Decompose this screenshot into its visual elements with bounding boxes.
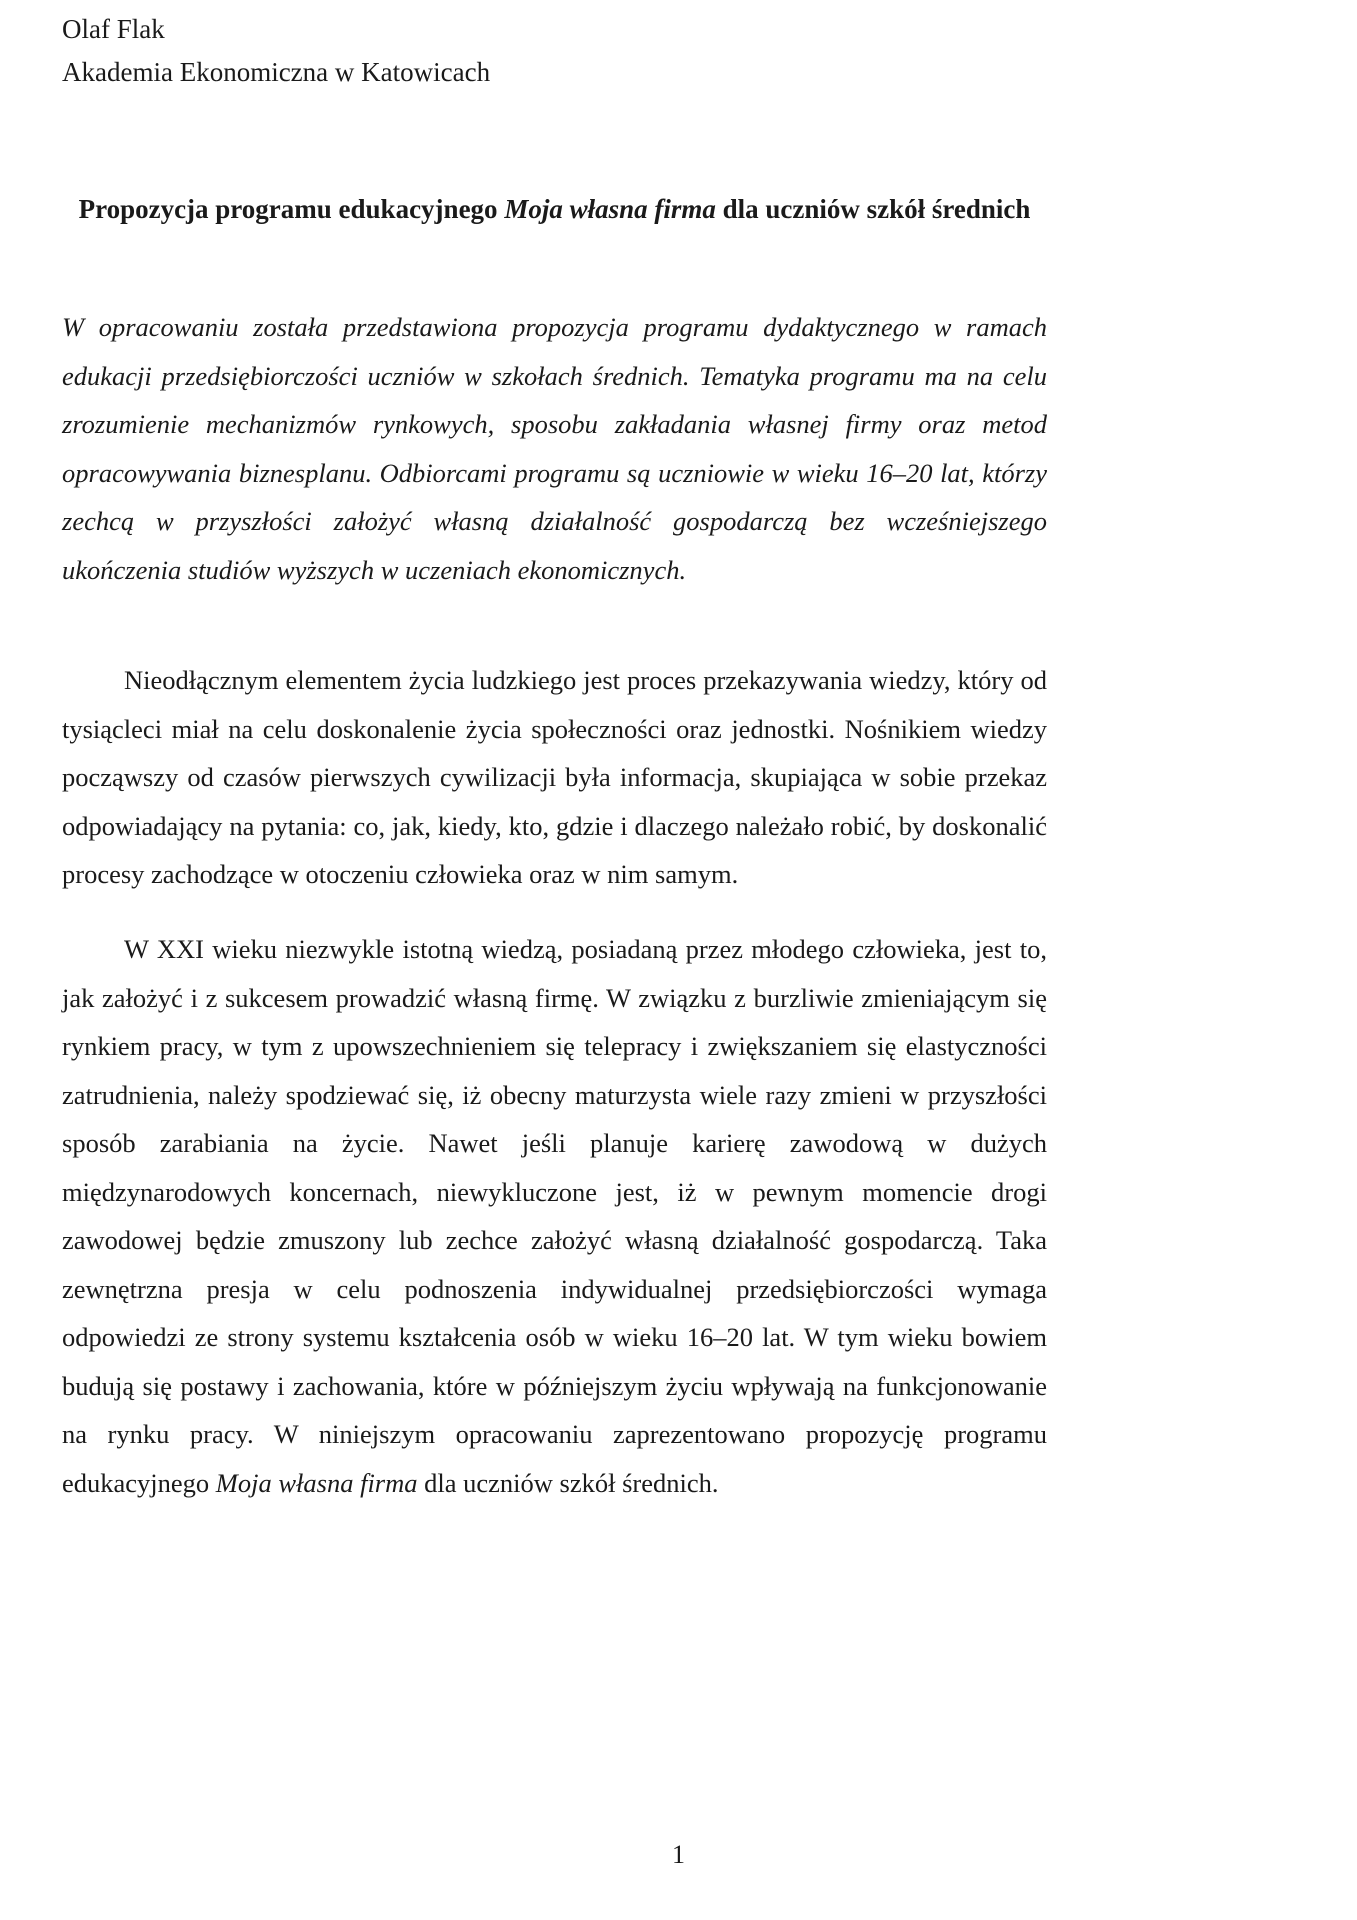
author-name: Olaf Flak bbox=[62, 14, 165, 44]
abstract-paragraph: W opracowaniu została przedstawiona propozycja programu dydaktycznego w ramach edukacji przedsiębiorczości uczniów w szkołach średnich. Tematyka programu ma na celu zrozumienie mechanizmów rynkowych, sposobu zakładania własnej firmy oraz metod opracowywania biznesplanu. Odbiorcami programu są uczniowie w wieku 16–20 lat, którzy zechcą w przyszłości założyć własną działalność gospodarczą bez wcześniejszego ukończenia studiów wyższych w uczeniach ekonomicznych. bbox=[62, 312, 1047, 585]
title-text-after: dla uczniów szkół średnich bbox=[715, 194, 1031, 224]
body-paragraph-2-before: W XXI wieku niezwykle istotną wiedzą, posiadaną przez młodego człowieka, jest to, jak założyć i z sukcesem prowadzić własną firmę. W związku z burzliwie zmieniającym się rynkiem pracy, w tym z upowszechnieniem się telepracy i zwiększaniem się elastyczności zatrudnienia, należy spodziewać się, iż obecny maturzysta wiele razy zmieni w przyszłości sposób zarabiania na życie. Nawet jeśli planuje karierę zawodową w dużych międzynarodowych koncernach, niewykluczone jest, iż w pewnym momencie drogi zawodowej będzie zmuszony lub zechce założyć własną działalność gospodarczą. Taka zewnętrzna presja w celu podnoszenia indywidualnej przedsiębiorczości wymaga odpowiedzi ze strony systemu kształcenia osób w wieku 16–20 lat. W tym wieku bowiem budują się postawy i zachowania, które w późniejszym życiu wpływają na funkcjonowanie na rynku pracy. W niniejszym opracowaniu zaprezentowano propozycję programu edukacyjnego bbox=[62, 934, 1047, 1498]
author-block bbox=[62, 0, 1047, 94]
title-program-name: Moja własna firma bbox=[504, 194, 716, 224]
page-number: 1 bbox=[672, 1840, 685, 1869]
page-title bbox=[62, 190, 1047, 228]
body-program-name: Moja własna firma bbox=[215, 1467, 418, 1498]
author-affiliation: Akademia Ekonomiczna w Katowicach bbox=[62, 57, 491, 87]
body-paragraph-2-after: dla uczniów szkół średnich. bbox=[417, 1467, 719, 1498]
title-text-before: Propozycja programu edukacyjnego bbox=[78, 194, 505, 224]
body-paragraph-2 bbox=[62, 925, 1047, 1507]
body-paragraph-1: Nieodłącznym elementem życia ludzkiego jest proces przekazywania wiedzy, który od tysiącleci miał na celu doskonalenie życia społeczności oraz jednostki. Nośnikiem wiedzy począwszy od czasów pierwszych cywilizacji była informacja, skupiająca w sobie przekaz odpowiadający na pytania: co, jak, kiedy, kto, gdzie i dlaczego należało robić, by doskonalić procesy zachodzące w otoczeniu człowieka oraz w nim samym. bbox=[62, 665, 1047, 889]
page-content bbox=[62, 0, 1047, 1534]
